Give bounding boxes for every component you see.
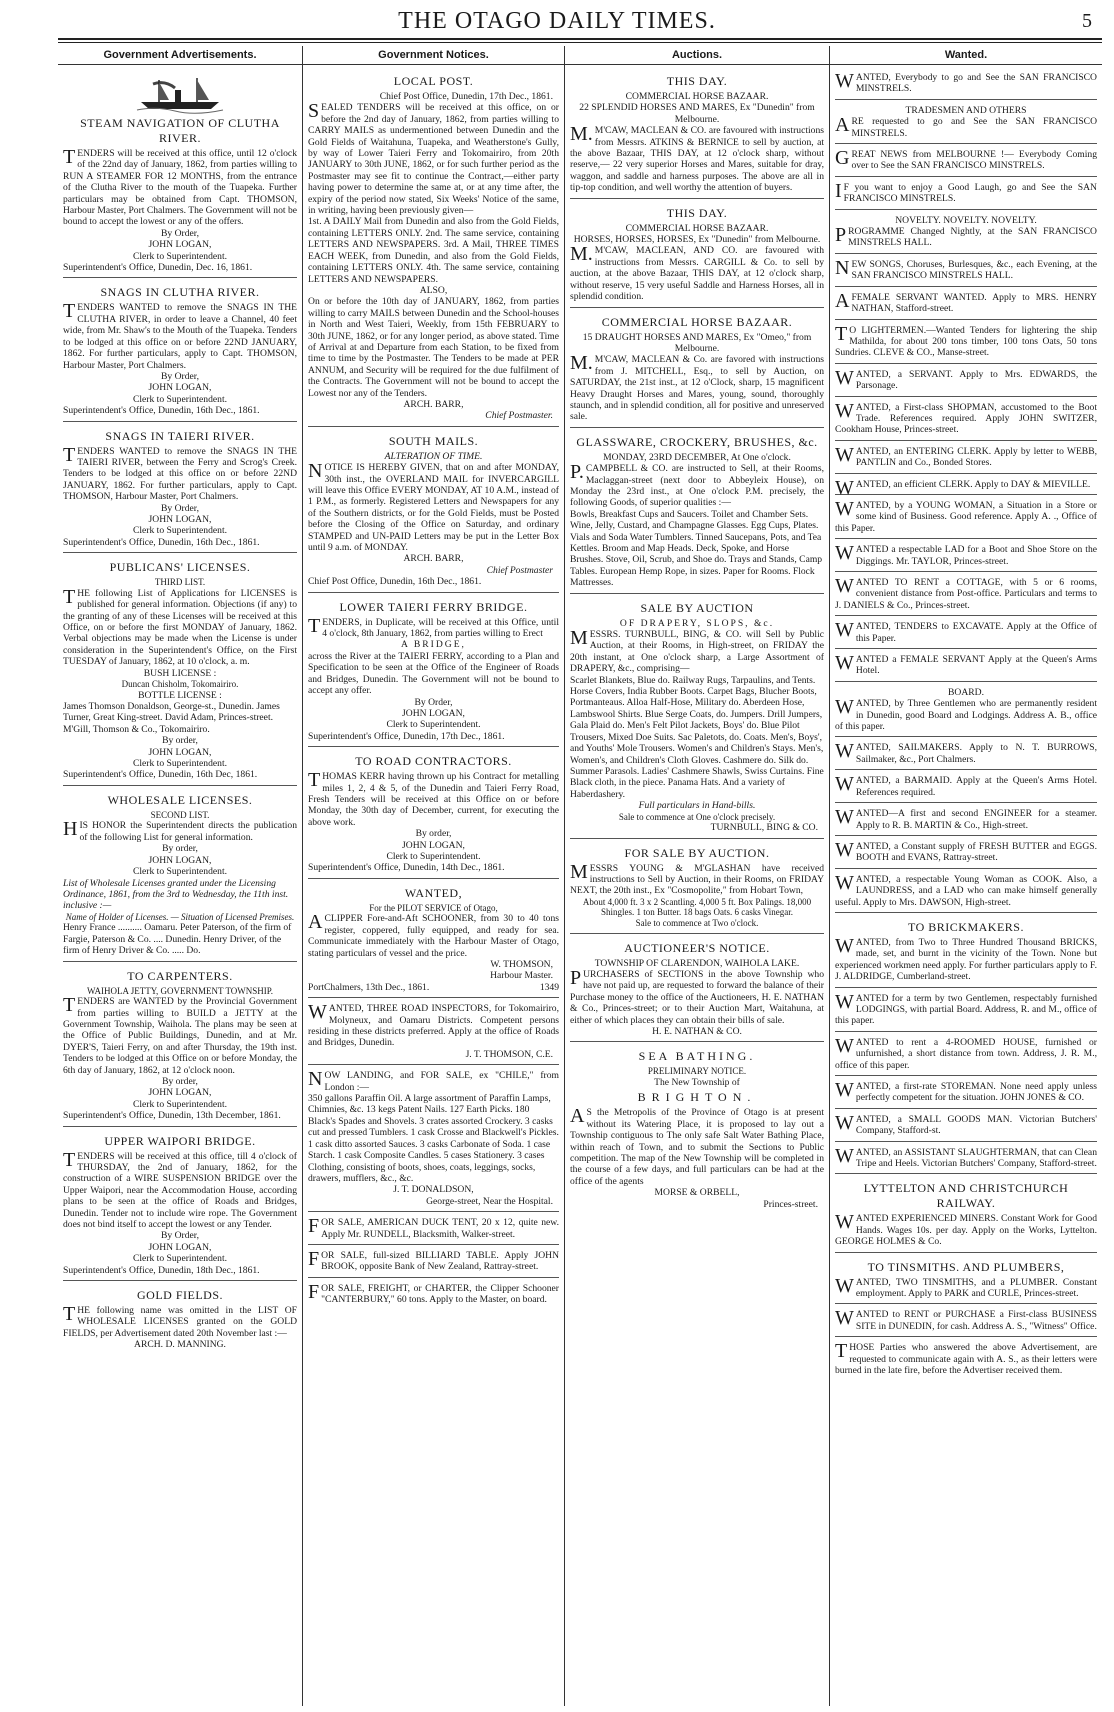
license-type: BOTTLE LICENSE :: [138, 689, 222, 701]
advert-body: TENDERS will be received at this office, until 12 o'clock of the 22nd day of January, 1862, from parties willing to RUN A STEAMER FOR 12 MONTHS, from the entrance of the Clutha River to the mouth of the Tuapeka. Further particulars may be obtained from Capt. THOMSON, Harbour Master, Port Chalmers. The Government will not be bound to accept the lowest or any of the offers.: [63, 146, 297, 228]
signatory: JOHN LOGAN,: [402, 839, 465, 851]
auction-subtitle-2: The New Township of: [654, 1076, 740, 1088]
by-order: By order,: [162, 843, 198, 855]
notice-canterbury-schooner: [308, 1280, 559, 1310]
column-government-advertisements: [58, 46, 303, 1706]
wanted-text: WANTED, from Two to Three Hundred Thousand BRICKS, made, set, and burnt in the vicinity of the Town. None but experienced workmen need apply. For further particulars apply to F. J. ALDRIDGE, Cumberland-street.: [835, 934, 1097, 983]
by-order: By order,: [162, 1075, 198, 1087]
auction-body: M.M'CAW, MACLEAN & Co. are favored with instructions from J. MITCHELL, Esq., to sell by Auction, on SATURDAY, the 21st inst., at 12 o'Clock, sharp, 15 magnificent Heavy Draught Horses and Mares, young, sound, thoroughly staunch, and in splendid condition, all for positive and unreserved sale.: [570, 352, 824, 423]
wanted-text: WANTED a respectable LAD for a Boot and Shoe Store on the Diggings. Mr. TAYLOR, Princes-street.: [835, 542, 1097, 567]
notice-body: FOR SALE, FREIGHT, or CHARTER, the Clipper Schooner "CANTERBURY," 60 tons. Apply to the Master, on board.: [308, 1280, 559, 1306]
advert-subtitle: SECOND LIST.: [150, 809, 210, 820]
notice-body: THOMAS KERR having thrown up his Contract for metalling miles 1, 2, 4 & 5, of the Dunedin and Taieri Ferry Road, Fresh Tenders will be received at this Office on or before Monday, the 30th day of December, current, for executing the above work.: [308, 769, 559, 828]
auction-body: M.M'CAW, MACLEAN, AND CO. are favoured with instructions from Messrs. CARGILL & Co. to sell by auction, at the above Bazaar, THIS DAY, at 12 o'clock sharp, without reserve, 15 very useful Saddle and Harness Horses, all in splendid condition.: [570, 243, 824, 303]
notice-south-mails: [308, 429, 559, 593]
list-intro: List of Wholesale Licenses granted under the Licensing Ordinance, 1861, from the 3rd to Wednesday, the 11th inst. inclusive :—: [63, 877, 289, 912]
auction-note: Full particulars in Hand-bills.: [638, 800, 756, 812]
notice-body: SEALED TENDERS will be received at this office, on or before the 2nd day of January, 1862, from parties willing to CARRY MAILS as undermentioned between Dunedin and the Gold Fields of Waitahuna, Tuapeka, and Weatherstone's Gully, by way of Lower Taieri Ferry and Tokomairiro, from 20th JANUARY to 30th JUNE, 1862, or for such further period as the Postmaster may see fit to continue the Contract,—either party having power to determine the same at, or at any time after, the expiry of the period now stated, Six Weeks' Notice of the same, in writing, having been previously given—: [308, 100, 559, 217]
column-government-notices: [303, 46, 565, 1706]
wanted-ad: [835, 69, 1097, 100]
advert-body: TENDERS WANTED to remove the SNAGS IN THE TAIERI RIVER, between the Ferry and Scrog's Creek. Tenders to be lodged at this office on or before 22ND JANUARY, 1862. For further particulars, apply to Capt. THOMSON, Harbour Master, Port Chalmers.: [63, 443, 297, 503]
wanted-ad: [835, 1306, 1097, 1337]
advert-publicans-licenses: [63, 555, 297, 786]
wanted-text: IF you want to enjoy a Good Laugh, go and See the SAN FRANCISCO MINSTRELS.: [835, 179, 1097, 205]
signatory-role: Clerk to Superintendent.: [132, 393, 228, 405]
signatory: J. T. THOMSON, C.E.: [465, 1048, 553, 1060]
wanted-ad: [835, 772, 1097, 803]
auction-lot: HORSES, HORSES, HORSES, Ex "Dunedin" from Melbourne.: [573, 234, 821, 246]
table-header: Name of Holder of Licenses. — Situation of Licensed Premises.: [65, 911, 295, 922]
notice-title: LOWER TAIERI FERRY BRIDGE.: [339, 599, 528, 614]
column-auctions: [565, 46, 830, 1706]
auction-body: MESSRS. TURNBULL, BING, & CO. will Sell by Public Auction, at their Rooms, in High-street, on FRIDAY the 20th instant, at One o'clock sharp, a Large Assortment of DRAPERY, &c., comprising—: [570, 627, 824, 675]
wanted-text: WANTED, TENDERS to EXCAVATE. Apply at the Office of this Paper.: [835, 619, 1097, 644]
auction-items: Scarlet Blankets, Blue do. Railway Rugs, Tarpaulins, and Tents. Horse Covers, India Rubber Boots. Carpet Bags, Blucher Boots, Portmanteaus. Alloa Half-Hose, Military do. Aberdeen Hose, Lambswool Shirts. Blue Serge Coats, do. Jumpers. Drill Jumpers, Gala Plaid do. Men's Felt Pilot Jackets, Boys' do. Blue Pilot Trousers, Mixed Doe Suits. Sac Paletots, do. Coats. Men's, Boys', and Youths' Mole Trousers. Women's and Children's Stays. Men's, Women's, and Children's Cloth Gloves. Cashmere do. Silk do. Summer Parasols. Ladies' Cashmere Shawls, Swiss Curtains. Fine Black cloth, in the piece. Panama Hats. And a variety of Haberdashery.: [570, 674, 824, 800]
wanted-ad: [835, 1078, 1097, 1109]
advert-snags-taieri: [63, 424, 297, 554]
advert-body: THE following name was omitted in the LIST OF WHOLESALE LICENSES granted on the GOLD FIELDS, per Advertisement dated 20th November last :—: [63, 1303, 297, 1339]
auction-subtitle: OF DRAPERY, SLOPS, &c.: [619, 617, 775, 629]
wanted-ad: [835, 497, 1097, 539]
advert-carpenters: [63, 964, 297, 1127]
wanted-ad: [835, 322, 1097, 364]
wanted-text: WANTED, a BARMAID. Apply at the Queen's Arms Hotel. References required.: [835, 773, 1097, 798]
newspaper-title: THE OTAGO DAILY TIMES.: [398, 8, 716, 34]
wanted-text: WANTED, a SMALL GOODS MAN. Victorian Butchers' Company, Stafford-st.: [835, 1111, 1097, 1137]
auction-title: FOR SALE BY AUCTION.: [624, 845, 770, 860]
advert-title: UPPER WAIPORI BRIDGE.: [104, 1133, 256, 1148]
auctioneer: TURNBULL, BING & CO.: [710, 822, 818, 834]
notice-ferry-bridge: [308, 595, 559, 747]
auction-clarendon: [570, 936, 824, 1043]
wanted-ad: [835, 443, 1097, 474]
auction-title: GLASSWARE, CROCKERY, BRUSHES, &c.: [576, 434, 818, 449]
auction-body: P.CAMPBELL & CO. are instructed to Sell, at their Rooms, Maclaggan-street (next door to Abbeyleix House), on Monday the 23rd inst., at One o'clock P.M. precisely, the following Goods, of superior qualities :—: [570, 461, 824, 509]
notice-bridge: A BRIDGE,: [401, 639, 466, 651]
issuing-office: Superintendent's Office, Dunedin, 14th Dec., 1861.: [308, 862, 505, 874]
auction-body: AS the Metropolis of the Province of Otago is at present without its Watering Place, it is proposed to lay out a Township contiguous to The only safe Salt Water Bathing Place, within reach of Town, and to submit the Sections to Public competition. The map of the New Township will be completed in the course of a few days, and full particulars can be had at the office of the agents: [570, 1105, 824, 1187]
notice-subtitle: For the PILOT SERVICE of Otago,: [369, 902, 498, 913]
auction-draught-horses: [570, 310, 824, 428]
notice-subtitle: ALTERATION OF TIME.: [384, 450, 483, 462]
wanted-ad: [835, 1144, 1097, 1175]
issuing-office: Superintendent's Office, Dunedin, 16th Dec., 1861.: [63, 536, 260, 548]
office-date: PortChalmers, 13th Dec., 1861.: [308, 981, 430, 993]
wanted-ad: [835, 476, 1097, 499]
masthead: [0, 0, 1114, 46]
notice-body-2: across the River at the TAIERI FERRY, according to a Plan and Specification to be seen at the Office of the Engineer of Roads and Bridges, Dunedin. The Government will not be bound to accept any offer.: [308, 650, 559, 697]
issuing-office: Superintendent's Office, Dunedin, 13th December, 1861.: [63, 1110, 281, 1122]
wanted-text: WANTED, by Three Gentlemen who are permanently resident in Dunedin, good Board and Lodgings. Address A. B., office of this paper.: [835, 696, 1097, 733]
issuing-office: Superintendent's Office, Dunedin, 18th Dec., 1861.: [63, 1264, 260, 1276]
wanted-ad: [835, 739, 1097, 770]
signatory-role: Clerk to Superintendent.: [132, 525, 228, 537]
auction-title: SALE BY AUCTION: [640, 600, 754, 615]
auction-brighton: [570, 1044, 824, 1214]
notice-title: WANTED,: [404, 885, 463, 900]
issuing-office: [308, 982, 559, 993]
by-order: By order,: [162, 735, 198, 747]
auction-subtitle: COMMERCIAL HORSE BAZAAR.: [625, 91, 769, 102]
advert-title: SNAGS IN TAIERI RIVER.: [105, 428, 255, 443]
auction-cosmopolite: [570, 841, 824, 934]
notice-chile-cargo: [308, 1067, 559, 1212]
advert-wholesale-licenses: [63, 788, 297, 962]
auction-title: AUCTIONEER'S NOTICE.: [624, 940, 770, 955]
advert-title: WHOLESALE LICENSES.: [107, 792, 253, 807]
auction-subtitle: COMMERCIAL HORSE BAZAAR.: [625, 222, 769, 234]
wanted-ad: [835, 805, 1097, 836]
masthead-rule: [58, 38, 1102, 40]
wanted-text: WANTED a FEMALE SERVANT Apply at the Queen's Arms Hotel.: [835, 652, 1097, 677]
by-order: By Order,: [161, 502, 199, 514]
wanted-ad: [835, 541, 1097, 572]
signatory: JOHN LOGAN,: [148, 854, 212, 866]
wanted-ad: [835, 871, 1097, 913]
notice-body: FOR SALE, full-sized BILLIARD TABLE. Apply JOHN BROOK, opposite Bank of New Zealand, Rattray-street.: [308, 1247, 559, 1273]
advert-snags-clutha: [63, 280, 297, 421]
signatory: ARCH. BARR,: [403, 398, 464, 410]
notice-billiard-table: [308, 1247, 559, 1278]
advert-subtitle: THIRD LIST.: [154, 577, 206, 588]
wanted-text: WANTED to rent a 4-ROOMED HOUSE, furnished or unfurnished, a short distance from town. Address, J. R. M., office of this paper.: [835, 1034, 1097, 1071]
column-heading: Auctions.: [565, 46, 829, 65]
wanted-text: WANTED, an efficient CLERK. Apply to DAY & MIEVILLE.: [835, 476, 1091, 499]
wanted-text: WANTED, a first-rate STOREMAN. None need apply unless perfectly competent for the situation. JOHN JONES & CO.: [835, 1079, 1097, 1104]
signatory-role: Clerk to Superintendent.: [132, 250, 228, 262]
reference-number: 1349: [539, 981, 559, 993]
wanted-title: LYTTELTON AND CHRISTCHURCH RAILWAY.: [863, 1181, 1069, 1211]
notice-body: NOTICE IS HEREBY GIVEN, that on and after MONDAY, 30th inst., the OVERLAND MAIL for INVERCARGILL will leave this Office EVERY MONDAY, AT 10 A.M., instead of 1 P.M., as formerly. Registered Letters and Newspapers for any of the Southern districts, or for the Gold Fields, must be Posted before the Closing of the Office on Saturday, and ordinary STAMPED and UN-PAID Letters may be put in the Letter Box until 9 a.m. of MONDAY.: [308, 460, 559, 554]
auction-title: THIS DAY.: [666, 74, 728, 88]
signatory-role: Harbour Master.: [490, 970, 553, 982]
notice-items: 1st. A DAILY Mail from Dunedin and also from the Gold Fields, containing LETTERS ONLY. 2nd. The same service, containing LETTERS AND NEWSPAPERS. 3rd. A Mail, THREE TIMES EACH WEEK, from Dunedin, and also from the Gold Fields, containing LETTERS ONLY. 4th. The same service, containing LETTERS AND NEWSPAPERS.: [308, 216, 559, 285]
wanted-ad: [835, 399, 1097, 441]
wanted-ad: [835, 684, 1097, 738]
auction-close: Sale to commence at Two o'clock.: [635, 917, 759, 928]
notice-road-inspectors: [308, 1000, 559, 1065]
wanted-text: WANTED, a SERVANT. Apply to Mrs. EDWARDS, the Parsonage.: [835, 366, 1097, 392]
masthead-rule-thin: [58, 42, 1102, 43]
agent: MORSE & ORBELL,: [654, 1187, 740, 1199]
wanted-ad: [835, 1111, 1097, 1142]
auction-lot: 15 DRAUGHT HORSES AND MARES, Ex "Omeo," from Melbourne.: [582, 331, 812, 354]
wanted-ad: [835, 1034, 1097, 1076]
wanted-title: TO BRICKMAKERS.: [908, 919, 1024, 934]
by-order: By Order,: [161, 1230, 199, 1242]
wanted-text: WANTED, TWO TINSMITHS, and a PLUMBER. Constant employment. Apply to PARK and CURLE, Princes-street.: [835, 1274, 1097, 1300]
advert-gold-fields: [63, 1283, 297, 1355]
auction-body: MESSRS YOUNG & M'GLASHAN have received instructions to Sell by Auction, in their Rooms, on FRIDAY NEXT, the 20th inst., Ex "Cosmopolite," from Hobart Town,: [570, 860, 824, 897]
auction-body: M.M'CAW, MACLEAN & CO. are favoured with instructions from Messrs. ATKINS & BERNICE to sell by auction, at the above Bazaar, THIS DAY, at 12 o'clock sharp, without reserve,— 22 very superior Horses and Mares, suitable for dray, waggon, and saddle and harness purposes. The above are all in tip-top condition, and well worthy the attention of buyers.: [570, 123, 824, 194]
wanted-title: TRADESMEN AND OTHERS: [905, 104, 1027, 116]
advert-body: THE following List of Applications for LICENSES is published for general information. Objections (if any) to the granting of any of these Licenses will be received at this Office, on or before the first MONDAY of January, 1862. Verbal objections may be made when the License is under consideration in the Superintendent's Office, on the First TUESDAY of January, 1862, at 10 o'clock, a. m.: [63, 585, 297, 668]
column-heading: Government Advertisements.: [58, 46, 302, 65]
township-name: BRIGHTON.: [637, 1090, 757, 1105]
auction-subtitle: MONDAY, 23RD DECEMBER, At One o'clock.: [603, 451, 791, 463]
wanted-ad: [835, 212, 1097, 254]
issuing-office: Superintendent's Office, Dunedin, 17th Dec., 1861.: [308, 730, 505, 742]
wanted-ad: [835, 256, 1097, 287]
auction-body: PURCHASERS of SECTIONS in the above Township who have not paid up, are requested to forward the balance of their Purchase money to the office of the Auctioneers, H. E. NATHAN & Co., Princes-street; or to their Auction Mart, Waitahuna, at either of which places they can obtain their bills of sale.: [570, 966, 824, 1026]
wanted-text: WANTED, an ASSISTANT SLAUGHTERMAN, that can Clean Tripe and Heels. Victorian Butchers' Company, Stafford-street.: [835, 1144, 1097, 1170]
signatory-role: Clerk to Superintendent.: [386, 850, 481, 862]
signatory-role: Clerk to Superintendent.: [386, 719, 481, 731]
signatory: JOHN LOGAN,: [148, 1087, 212, 1099]
notice-title: TO ROAD CONTRACTORS.: [355, 754, 512, 769]
wanted-text: WANTED, SAILMAKERS. Apply to N. T. BURROWS, Sailmaker, &c., Port Chalmers.: [835, 740, 1097, 765]
notice-schooner-wanted: [308, 881, 559, 998]
issuing-office: Superintendent's Office, Dunedin, 16th Dec., 1861.: [63, 405, 260, 417]
wanted-text: WANTED, Everybody to go and See the SAN FRANCISCO MINSTRELS.: [835, 70, 1097, 95]
signatory-address: George-street, Near the Hospital.: [426, 1195, 553, 1207]
wanted-text: WANTED, a First-class SHOPMAN, accustomed to the Boot Trade. References required. Apply JOHN SWITZER, Cookham House, Princes-street.: [835, 399, 1097, 436]
wanted-ad: [835, 366, 1097, 397]
column-heading: Wanted.: [830, 46, 1102, 65]
steamship-icon: [135, 76, 225, 114]
wanted-text: WANTED to RENT or PURCHASE a First-class BUSINESS SITE in DUNEDIN, for cash. Address A. S., "Witness" Office.: [835, 1307, 1097, 1332]
advert-title: STEAM NAVIGATION OF CLUTHA RIVER.: [80, 116, 280, 145]
issuing-office: Superintendent's Office, Dunedin, Dec. 16, 1861.: [63, 262, 253, 274]
advert-clutha-steamer: [63, 69, 297, 278]
wanted-text: WANTED EXPERIENCED MINERS. Constant Work for Good Hands. Wages 10s. per day. Apply on the Works, Lyttelton. GEORGE HOLMES & Co.: [835, 1211, 1097, 1248]
wanted-text: THOSE Parties who answered the above Advertisement, are requested to communicate again with A. S., as their letters were burned in the late fire, before the Advertiser received them.: [835, 1340, 1097, 1377]
by-order: By Order,: [161, 227, 199, 239]
advert-title: GOLD FIELDS.: [137, 1288, 223, 1303]
wanted-text: WANTED for a term by two Gentlemen, respectably furnished LODGINGS, with partial Board. Address, R. and M., office of this paper.: [835, 990, 1097, 1027]
by-order: By Order,: [161, 370, 199, 382]
column-heading: Government Notices.: [303, 46, 564, 65]
wanted-text: WANTED, a respectable Young Woman as COOK. Also, a LAUNDRESS, and a LAD who can make himself generally useful. Apply to Mrs. DAWSON, High-street.: [835, 871, 1097, 908]
notice-road-contractors: [308, 749, 559, 879]
signatory: JOHN LOGAN,: [148, 239, 212, 251]
advert-body: TENDERS are WANTED by the Provincial Government from parties willing to BUILD a JETTY at the Government Township, Waihola. The plans may be seen at the Office of Public Buildings, Dunedin, and at Mr. DYER'S, Taieri Ferry, on and after Thursday, the 19th inst. Tenders to be lodged at this Office on or before Monday, the 6th day of January, 1862, at 12 o'clock noon.: [63, 994, 297, 1076]
notice-body: WANTED, THREE ROAD INSPECTORS, for Tokomairiro, Molyneux, and Oamaru Districts. Competent persons residing in these districts preferred. Apply at the office of Roads and Bridges, Dunedin.: [308, 1001, 559, 1049]
wanted-ad: [835, 102, 1097, 144]
auction-items: About 4,000 ft. 3 x 2 Scantling. 4,000 5 ft. Box Palings. 18,000 Shingles. 1 ton Butter. 18 bags Oats. 6 casks Vinegar.: [582, 896, 812, 918]
advert-title: SNAGS IN CLUTHA RIVER.: [100, 285, 260, 300]
issuing-office: Superintendent's Office, Dunedin, 16th Dec, 1861.: [63, 769, 258, 781]
auction-close: Sale to commence at One o'clock precisely.: [618, 811, 776, 822]
signatory-role: Clerk to Superintendent.: [132, 1253, 228, 1265]
notice-body: ACLIPPER Fore-and-Aft SCHOONER, from 30 to 40 tons register, coppered, fully equipped, and ready for sea. Communicate immediately with the Harbour Master of Otago, stating particulars of vessel and the price.: [308, 911, 559, 959]
notice-title: NOW LANDING, and FOR SALE, ex "CHILE," from London :—: [308, 1068, 559, 1093]
wanted-ad: [835, 289, 1097, 320]
by-order: By Order,: [414, 696, 453, 708]
page-number: 5: [1082, 10, 1092, 32]
notice-duck-tent: [308, 1214, 559, 1245]
wanted-text: WANTED TO RENT a COTTAGE, with 5 or 6 rooms, convenient distance from Post-office. Particulars and terms to J. DANIELS & Co., Princes-street.: [835, 575, 1097, 611]
auction-subtitle: PRELIMINARY NOTICE.: [647, 1066, 747, 1077]
auction-title: SEA BATHING.: [638, 1049, 756, 1064]
wanted-ad: [835, 618, 1097, 649]
wanted-title: NOVELTY. NOVELTY. NOVELTY.: [895, 214, 1037, 226]
wanted-title: BOARD.: [948, 686, 984, 698]
wanted-text: WANTED—A first and second ENGINEER for a steamer. Apply to R. B. MARTIN & Co., High-street.: [835, 806, 1097, 831]
wanted-text: WANTED, an ENTERING CLERK. Apply by letter to WEBB, PANTLIN and Co., Bonded Stores.: [835, 443, 1097, 469]
signatory: ARCH. BARR,: [403, 553, 464, 565]
wanted-ad: [835, 1339, 1097, 1380]
advert-body: TENDERS WANTED to remove the SNAGS IN THE CLUTHA RIVER, in order to leave a Channel, 40 feet wide, from Mr. Shaw's to the Mouth of the Tuapeka. Tenders to be lodged at this office on or before 22ND JANUARY, 1862. For further particulars, apply to Capt. THOMSON, Harbour Master, Port Chalmers.: [63, 300, 297, 371]
advert-waipori-bridge: [63, 1129, 297, 1281]
wanted-ad: [835, 915, 1097, 988]
license-type: BUSH LICENSE :: [143, 667, 217, 679]
signatory: JOHN LOGAN,: [148, 746, 212, 758]
auction-subtitle: TOWNSHIP OF CLARENDON, WAIHOLA LAKE.: [594, 957, 800, 969]
wanted-ad: [835, 179, 1097, 210]
cargo-items: 350 gallons Paraffin Oil. A large assortment of Paraffin Lamps, Chimnies, &c. 13 kegs Patent Nails. 127 Earth Picks. 180 Black's Spades and Shovels. 3 crates assorted Crockery. 3 casks cut and pressed Tumblers. 1 cask Crosse and Blackwell's Pickles. 1 cask ditto assorted Sauces. 3 casks Carbonate of Soda. 1 case Starch. 1 cask Composite Candles. 5 cases Stationery. 3 cases Clothing, consisting of boots, shoes, coats, leggings, socks, drawers, mufflers, &c., &c.: [308, 1093, 559, 1184]
issuing-office: Chief Post Office, Dunedin, 17th Dec., 1861.: [379, 91, 553, 102]
signatory-role: Clerk to Superintendent.: [132, 866, 228, 878]
signatory: W. THOMSON,: [490, 959, 553, 970]
auction-title: COMMERCIAL HORSE BAZAAR.: [601, 314, 793, 329]
auction-this-day-horses-2: [570, 201, 824, 308]
auctioneer: H. E. NATHAN & CO.: [652, 1025, 742, 1037]
agent-address: Princes-street.: [763, 1198, 818, 1210]
notice-title: LOCAL POST.: [393, 74, 474, 88]
notice-local-post: [308, 69, 559, 427]
signatory-role: Chief Postmaster: [486, 564, 553, 576]
advert-body: HIS HONOR the Superintendent directs the publication of the following List for general information.: [63, 818, 297, 843]
wanted-ad: [835, 1176, 1097, 1252]
columns: [58, 46, 1102, 1706]
signatory-role: Clerk to Superintendent.: [132, 1098, 228, 1110]
license-holders: James Thomson Donaldson, George-st., Dunedin. James Turner, Great King-street. David Adam, Princes-street. M'Gill, Thomson & Co., Tokomairiro.: [63, 701, 280, 735]
notice-body: FOR SALE, AMERICAN DUCK TENT, 20 x 12, quite new. Apply Mr. RUNDELL, Blacksmith, Walker-street.: [308, 1215, 559, 1240]
signatory: J. T. DONALDSON,: [393, 1184, 474, 1196]
wanted-text: AFEMALE SERVANT WANTED. Apply to MRS. HENRY NATHAN, Stafford-street.: [835, 289, 1097, 315]
notice-body: TENDERS, in Duplicate, will be received at this Office, until 4 o'clock, 8th January, 1862, from parties willing to Erect: [308, 614, 559, 640]
advert-body: TENDERS will be received at this office, till 4 o'clock of THURSDAY, the 2nd of January, 1862, for the construction of a WIRE SUSPENSION BRIDGE over the Upper Waipori, near the Accommodation House, according plans to be seen at the office of Roads and Bridges, Dunedin. Tender not to include wire rope. The Government does not bind itself to accept the lowest or any Tender.: [63, 1148, 297, 1231]
wanted-text: WANTED, by a YOUNG WOMAN, a Situation in a Store or some kind of Business. Good reference. Apply A. ., Office of this Paper.: [835, 497, 1097, 534]
wanted-ad: [835, 1255, 1097, 1305]
advert-title: TO CARPENTERS.: [127, 968, 233, 983]
wanted-text: GREAT NEWS from MELBOURNE !— Everybody Coming over to See the SAN FRANCISCO MINSTRELS.: [835, 147, 1097, 172]
wanted-ad: [835, 146, 1097, 177]
auction-glassware: [570, 430, 824, 594]
wanted-ad: [835, 574, 1097, 616]
wanted-text: ARE requested to go and See the SAN FRANCISCO MINSTRELS.: [835, 114, 1097, 139]
advert-subtitle: WAIHOLA JETTY, GOVERNMENT TOWNSHIP.: [86, 985, 274, 996]
signatory: JOHN LOGAN,: [148, 513, 212, 525]
notice-title: SOUTH MAILS.: [388, 433, 479, 448]
auction-drapery: [570, 596, 824, 839]
wanted-ad: [835, 838, 1097, 869]
signatory: JOHN LOGAN,: [148, 1241, 212, 1253]
wanted-text: NEW SONGS, Choruses, Burlesques, &c., each Evening, at the SAN FRANCISCO MINSTRELS HALL.: [835, 256, 1097, 282]
wanted-ad: [835, 651, 1097, 682]
wanted-title: TO TINSMITHS. AND PLUMBERS,: [867, 1259, 1065, 1274]
wanted-text: TO LIGHTERMEN.—Wanted Tenders for lightering the ship Mathilda, for about 200 tons timber, 100 tons Oats, 50 tons Sundries. CLEVE & CO., Manse-street.: [835, 322, 1097, 359]
auction-lot: 22 SPLENDID HORSES AND MARES, Ex "Dunedin" from Melbourne.: [579, 102, 815, 125]
column-wanted: [830, 46, 1102, 1706]
auction-this-day-horses: [570, 69, 824, 199]
license-holders: Duncan Chisholm, Tokomairiro.: [121, 679, 239, 690]
auction-title: THIS DAY.: [666, 205, 728, 220]
wanted-text: WANTED, a Constant supply of FRESH BUTTER and EGGS. BOOTH and EVANS, Rattray-street.: [835, 838, 1097, 864]
wanted-text: PROGRAMME Changed Nightly, at the SAN FRANCISCO MINSTRELS HALL.: [835, 224, 1097, 249]
advert-title: PUBLICANS' LICENSES.: [109, 560, 251, 575]
signatory: JOHN LOGAN,: [148, 382, 212, 394]
wanted-ad: [835, 990, 1097, 1032]
signatory: JOHN LOGAN,: [402, 707, 465, 719]
auction-items: Bowls, Breakfast Cups and Saucers. Toilet and Chamber Sets. Wine, Jelly, Custard, and Champagne Glasses. Egg Cups, Plates. Vials and Soda Water Tumblers. Tinned Saucepans, Pots, and Tea Kettles. Broom and Map Heads. Deck, Spoke, and Horse Brushes. Stove, Oil, Scrub, and Shoe do. Trays and Stands, Camp Tables. European Hemp Rope, in sizes. Paper for Rooms. Flock Mattresses.: [570, 508, 823, 589]
signatory-role: Clerk to Superintendent.: [132, 758, 228, 770]
signatory-role: Chief Postmaster.: [485, 410, 553, 422]
signatory: ARCH. D. MANNING.: [134, 1339, 226, 1351]
notice-body-2: On or before the 10th day of JANUARY, 1862, from parties willing to carry MAILS between Dunedin and the School-houses in North and West Taieri, Weekly, from 15th FEBRUARY to 30th JUNE, 1862, or for any longer period, as above stated. Time of Arrival at and Departure from each Station, to be fixed from time to time by the Postmaster. The Tenders to be made at PER ANNUM, and Security will be required for the due fulfilment of the Contracts. The Government will not be bound to accept the Lowest nor any of the Tenders.: [308, 296, 559, 399]
by-order: By order,: [415, 828, 452, 840]
issuing-office: Chief Post Office, Dunedin, 16th Dec., 1861.: [308, 576, 482, 588]
notice-also: ALSO,: [419, 284, 448, 296]
license-entries: Henry France .......... Oamaru. Peter Paterson, of the firm of Fargie, Paterson & Co. .... Dunedin. Henry Driver, of the firm of Henry Driver & Co. ..... Do.: [63, 922, 292, 957]
